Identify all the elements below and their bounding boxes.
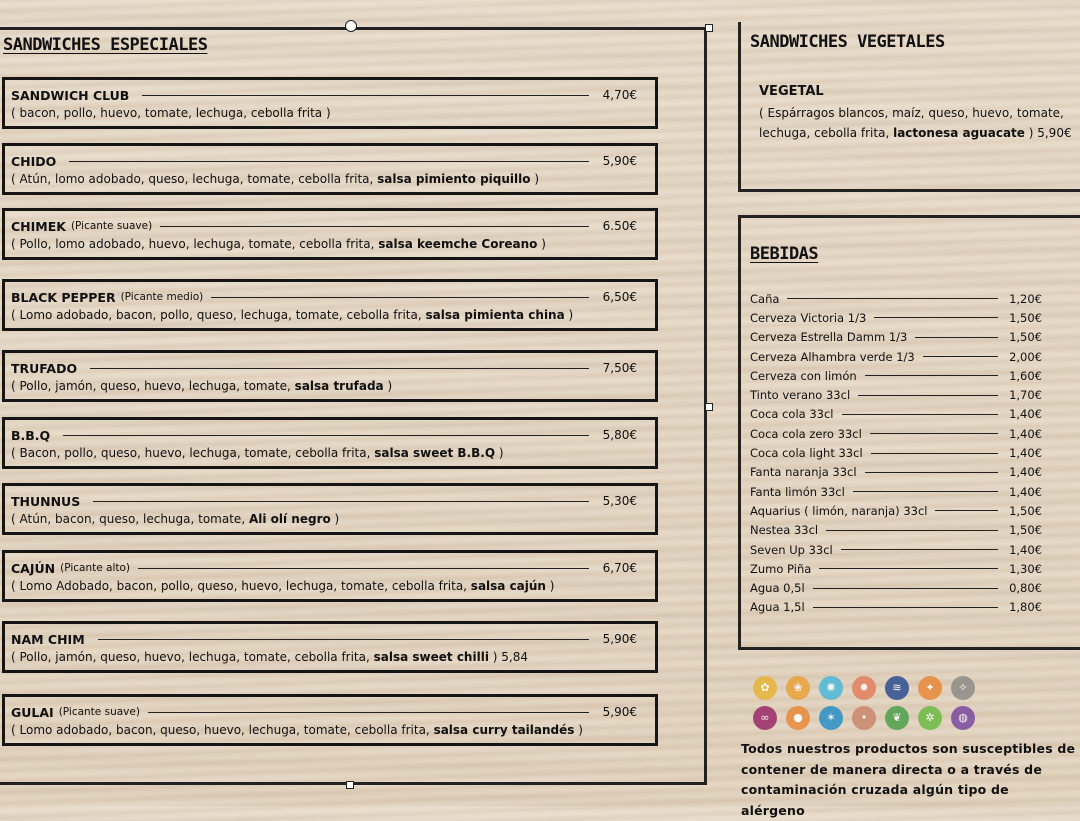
nuts-icon: ● — [786, 706, 810, 730]
drink-item — [750, 308, 1042, 327]
drink-item — [750, 540, 1042, 559]
drink-price: 1,40€ — [1009, 407, 1042, 422]
drink-price: 2,00€ — [1009, 349, 1042, 364]
leader-line — [819, 568, 998, 569]
leader-line — [787, 298, 998, 299]
drink-price: 1,80€ — [1009, 600, 1042, 615]
leader-line — [865, 472, 998, 473]
leader-line — [160, 226, 588, 227]
leader-line — [93, 501, 588, 502]
drink-name: Coca cola zero 33cl — [750, 426, 862, 441]
leader-line — [915, 337, 998, 338]
drink-item — [750, 521, 1042, 540]
resize-handle-top[interactable] — [345, 20, 357, 32]
resize-handle-right[interactable] — [705, 403, 713, 411]
leader-line — [842, 414, 999, 415]
leader-line — [935, 510, 998, 511]
sandwich-price: 6,50€ — [602, 290, 637, 304]
leader-line — [211, 297, 588, 298]
drink-price: 1,40€ — [1009, 484, 1042, 499]
sandwich-description: ( Lomo adobado, bacon, queso, huevo, lechuga, tomate, cebolla frita, salsa curry tailandés ) — [11, 723, 583, 737]
drink-price: 1,30€ — [1009, 561, 1042, 576]
drink-price: 1,40€ — [1009, 465, 1042, 480]
allergen-note: Todos nuestros productos son susceptibles de contener de manera directa o a través de contaminación cruzada algún tipo de alérgeno — [741, 741, 1076, 818]
sandwich-spice-note: (Picante alto) — [60, 562, 131, 574]
drink-name: Agua 1,5l — [750, 600, 805, 615]
bebidas-list — [750, 289, 1042, 617]
sandwich-item — [2, 279, 658, 331]
drink-price: 0,80€ — [1009, 581, 1042, 596]
sandwich-name: TRUFADO — [11, 360, 78, 376]
drink-name: Cerveza Victoria 1/3 — [750, 310, 867, 325]
leader-line — [826, 530, 998, 531]
sandwich-price: 7,50€ — [602, 361, 637, 375]
sandwich-item — [2, 208, 658, 260]
sandwich-description: ( Pollo, jamón, queso, huevo, lechuga, tomate, salsa trufada ) — [11, 379, 393, 393]
leader-line — [142, 95, 588, 96]
eggs-icon: ∞ — [753, 706, 777, 730]
sandwich-spice-note: (Picante suave) — [70, 220, 153, 232]
drink-item — [750, 289, 1042, 308]
leader-line — [63, 435, 588, 436]
celery-icon: ❦ — [885, 706, 909, 730]
sandwich-price: 5,80€ — [602, 428, 637, 442]
drink-name: Cerveza Alhambra verde 1/3 — [750, 349, 915, 364]
vegetal-name: VEGETAL — [759, 84, 824, 99]
drink-name: Nestea 33cl — [750, 523, 819, 538]
drink-price: 1,50€ — [1009, 330, 1042, 345]
leader-line — [874, 317, 998, 318]
soy-icon: ✶ — [819, 706, 843, 730]
sesame-icon: • — [852, 706, 876, 730]
sandwich-description: ( Atún, bacon, queso, lechuga, tomate, Ali olí negro ) — [11, 512, 340, 526]
sandwich-description: ( Pollo, jamón, queso, huevo, lechuga, tomate, cebolla frita, salsa sweet chilli ) 5,84 — [11, 650, 528, 664]
gluten-icon: ❀ — [786, 676, 810, 700]
drink-item — [750, 559, 1042, 578]
sandwich-item — [2, 550, 658, 602]
drink-name: Coca cola light 33cl — [750, 446, 863, 461]
sandwich-item — [2, 694, 658, 746]
drink-item — [750, 578, 1042, 597]
sandwich-name: B.B.Q — [11, 427, 51, 443]
drink-price: 1,70€ — [1009, 388, 1042, 403]
drink-item — [750, 328, 1042, 347]
sandwich-item — [2, 483, 658, 535]
sandwich-item — [2, 417, 658, 469]
drink-item — [750, 405, 1042, 424]
sandwich-item — [2, 77, 658, 129]
sulphites-icon: ✧ — [951, 676, 975, 700]
especiales-title: SANDWICHES ESPECIALES — [3, 35, 208, 55]
sandwich-name: SANDWICH CLUB — [11, 87, 130, 103]
drink-name: Tinto verano 33cl — [750, 388, 851, 403]
sandwich-name: CHIDO — [11, 153, 57, 169]
sandwich-description: ( Lomo adobado, bacon, pollo, queso, lechuga, tomate, cebolla frita, salsa pimienta china ) — [11, 308, 574, 322]
sandwich-price: 6.50€ — [602, 219, 637, 233]
leader-line — [841, 549, 998, 550]
leader-line — [148, 712, 589, 713]
leader-line — [138, 568, 589, 569]
sandwich-name: CHIMEK — [11, 218, 66, 234]
drink-item — [750, 482, 1042, 501]
sandwich-item — [2, 143, 658, 195]
leader-line — [858, 395, 998, 396]
sandwich-price: 5,90€ — [602, 632, 637, 646]
drink-price: 1,50€ — [1009, 310, 1042, 325]
sandwich-name: BLACK PEPPER — [11, 289, 116, 305]
fish-icon: ≋ — [885, 676, 909, 700]
sandwich-price: 4,70€ — [602, 88, 637, 102]
sandwich-price: 5,90€ — [602, 154, 637, 168]
drink-item — [750, 347, 1042, 366]
sandwich-description: ( Atún, lomo adobado, queso, lechuga, tomate, cebolla frita, salsa pimiento piquillo ) — [11, 172, 540, 186]
sandwich-price: 5,90€ — [602, 705, 637, 719]
peanuts-icon: ✦ — [918, 676, 942, 700]
drink-price: 1,20€ — [1009, 291, 1042, 306]
drink-item — [750, 443, 1042, 462]
drink-name: Fanta naranja 33cl — [750, 465, 857, 480]
drink-name: Seven Up 33cl — [750, 542, 833, 557]
molluscs-icon: ✺ — [819, 676, 843, 700]
leader-line — [98, 639, 589, 640]
leader-line — [69, 161, 588, 162]
drink-price: 1,40€ — [1009, 542, 1042, 557]
sandwich-name: THUNNUS — [11, 493, 81, 509]
drink-price: 1,50€ — [1009, 503, 1042, 518]
leader-line — [871, 453, 998, 454]
leader-line — [870, 433, 998, 434]
sandwich-name: NAM CHIM — [11, 631, 85, 647]
sandwich-description: ( bacon, pollo, huevo, tomate, lechuga, cebolla frita ) — [11, 106, 331, 120]
drink-name: Cerveza Estrella Damm 1/3 — [750, 330, 908, 345]
drink-name: Agua 0,5l — [750, 581, 805, 596]
sandwich-item — [2, 621, 658, 673]
sandwich-item — [2, 350, 658, 402]
sandwich-spice-note: (Picante medio) — [120, 291, 204, 303]
vegetales-title: SANDWICHES VEGETALES — [750, 32, 945, 52]
drink-price: 1,40€ — [1009, 426, 1042, 441]
sandwich-name: GULAI — [11, 704, 54, 720]
drink-item — [750, 598, 1042, 617]
crustaceans-icon: ✹ — [852, 676, 876, 700]
drink-price: 1,60€ — [1009, 368, 1042, 383]
resize-handle-bottom[interactable] — [346, 781, 354, 789]
leader-line — [813, 607, 998, 608]
drink-price: 1,40€ — [1009, 446, 1042, 461]
drink-item — [750, 366, 1042, 385]
sandwich-price: 5,30€ — [602, 494, 637, 508]
drink-name: Zumo Piña — [750, 561, 812, 576]
bebidas-title: BEBIDAS — [750, 244, 819, 264]
sandwich-name: CAJÚN — [11, 560, 56, 576]
resize-handle-corner[interactable] — [705, 24, 713, 32]
leader-line — [813, 588, 998, 589]
sandwich-description: ( Lomo Adobado, bacon, pollo, queso, huevo, lechuga, tomate, cebolla frita, salsa cajún ) — [11, 579, 555, 593]
lupin-icon: ✿ — [753, 676, 777, 700]
drink-name: Fanta limón 33cl — [750, 484, 845, 499]
drink-name: Coca cola 33cl — [750, 407, 834, 422]
leader-line — [853, 491, 998, 492]
mustard-icon: ✲ — [918, 706, 942, 730]
sandwich-spice-note: (Picante suave) — [58, 706, 140, 718]
sandwich-description: ( Bacon, pollo, queso, huevo, lechuga, tomate, cebolla frita, salsa sweet B.B.Q ) — [11, 446, 504, 460]
drink-name: Aquarius ( limón, naranja) 33cl — [750, 503, 928, 518]
leader-line — [90, 368, 589, 369]
drink-item — [750, 424, 1042, 443]
drink-name: Caña — [750, 291, 780, 306]
drink-item — [750, 463, 1042, 482]
milk-icon: ◍ — [951, 706, 975, 730]
drink-item — [750, 385, 1042, 404]
sandwich-price: 6,70€ — [602, 561, 637, 575]
drink-price: 1,50€ — [1009, 523, 1042, 538]
drink-item — [750, 501, 1042, 520]
vegetal-description: ( Espárragos blancos, maíz, queso, huevo, tomate, lechuga, cebolla frita, lactonesa aguacate ) 5,90€ — [759, 106, 1072, 140]
leader-line — [923, 356, 998, 357]
leader-line — [865, 375, 998, 376]
sandwich-description: ( Pollo, lomo adobado, huevo, lechuga, tomate, cebolla frita, salsa keemche Coreano ) — [11, 237, 546, 251]
drink-name: Cerveza con limón — [750, 368, 857, 383]
